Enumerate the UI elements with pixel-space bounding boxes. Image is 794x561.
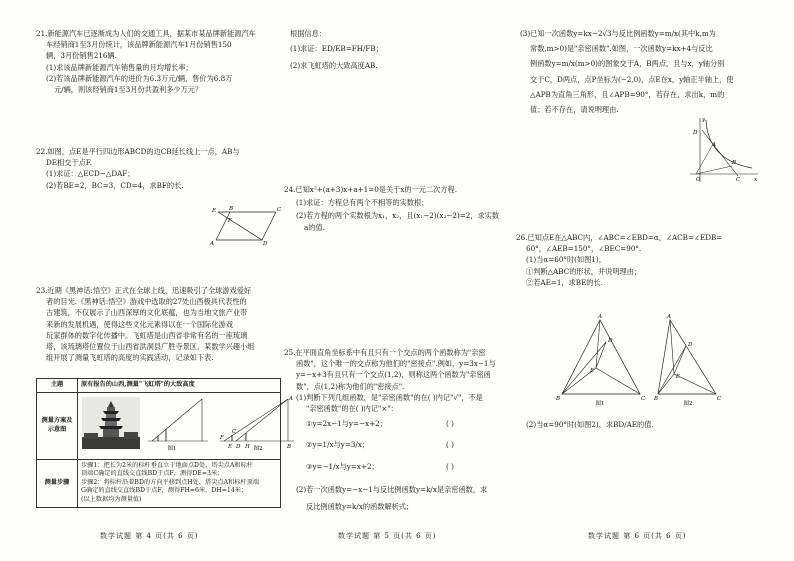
question-line: (1)判断下列几组函数，是"亲密函数"的在( )内记"√"，不是 [296, 392, 483, 402]
question-line: △APB为直角三角形，且∠APB=90°，若存在，求出k，m的 [530, 89, 725, 99]
question-line: (2)求飞虹塔的大致高度AB. [290, 61, 378, 71]
question-line: 26.已知点E在△ABC内，∠ABC=∠EBD=α，∠ACB=∠EDB= [516, 233, 723, 242]
question-26 [516, 232, 722, 288]
point-label: E [228, 443, 233, 450]
point-label: O [696, 177, 701, 183]
question-line: 例函数y=m/x(m>0)的图象交于A，B两点，且与x，y轴分别 [530, 59, 725, 69]
question-item [284, 439, 496, 450]
point-label: C [736, 177, 741, 183]
question-line: 函数"，这个唯一的交点称为他们的"密接点".例如，y=3x−1与 [296, 359, 496, 369]
question-line: 23.近期《黑神话:悟空》正式在全球上线，迅速吸引了全球游戏爱好 [36, 286, 252, 295]
question-line: (1)当α=60°时(如图1)， [526, 255, 606, 265]
point-label: B [229, 206, 234, 212]
point-label: E [590, 368, 595, 374]
question-line: 辆，3月份销售216辆. [46, 51, 117, 61]
question-23-continued [290, 28, 383, 72]
question-line: 24.已知x²+(a+3)x+a+1=0是关于x的一元二次方程. [284, 185, 458, 194]
point-label: E [212, 208, 217, 214]
point-label: D [693, 130, 698, 136]
question-line: (1)求证：△ECD∽△DAF； [46, 169, 135, 179]
figure-2-triangle [654, 314, 724, 406]
point-label: D [236, 443, 241, 450]
figure-caption: 图1 [595, 401, 605, 407]
point-label: D [608, 338, 613, 344]
question-21 [36, 28, 256, 95]
step-line: 步骤1：把长为2米的标杆垂直立于地面点D处，塔尖点A和标杆 [81, 461, 253, 469]
steps-cell [78, 459, 281, 507]
question-line: y=−x+3有且只有一个交点(1,2)，则称这两个函数为"亲密函 [296, 370, 491, 380]
point-label: D [688, 342, 693, 348]
item-text: ②y=1/x与y=3/x； [306, 440, 370, 450]
answer-parens[interactable]: ( ) [446, 440, 454, 450]
question-line: 反比例函数y=k/x的函数解析式； [306, 502, 414, 512]
point-label: B [654, 396, 659, 402]
question-line: 60°，∠AEB=150°，∠BEC=90°. [526, 244, 642, 254]
diagram-cell [78, 392, 293, 459]
measurement-table [36, 378, 293, 508]
point-label: A [667, 314, 671, 320]
question-line: 根据信息： [290, 29, 326, 38]
answer-parens[interactable]: ( ) [446, 461, 454, 471]
point-label: B [732, 160, 737, 166]
steps-label: 测量步骤 [37, 459, 78, 507]
question-line: 25.在平面直角坐标系中有且只有一个交点的两个函数称为"亲密 [284, 348, 486, 357]
page-footer-6: 数学试题 第 6 页(共 6 页) [588, 532, 687, 540]
figure-caption: 图2 [253, 445, 263, 452]
parallelogram-figure [204, 202, 284, 247]
question-23 [36, 285, 254, 363]
topic-value: 原有报告的山西,测量"飞虹塔"的大致高度 [78, 379, 281, 393]
question-line: (2)若方程的两个实数根为x₁，x₂，且(x₁−2)(x₂−2)=2，求实数 [296, 211, 500, 221]
question-line: 塔，该琉璃塔位置位于山西省洪洞县广胜寺景区，某数学兴趣小组 [46, 342, 255, 352]
point-label: E [676, 374, 681, 380]
point-label: F [228, 218, 232, 224]
item-text: ③y=−1/x与y=x+2； [306, 461, 379, 471]
hyperbola-graph [688, 116, 760, 186]
step-line: (以上数据均为测量值) [81, 495, 142, 503]
question-line: 数"，点(1,2)称为他们的"密接点". [296, 381, 405, 391]
figure-1-triangle [556, 314, 646, 406]
question-line: 21.新能源汽车已逐渐成为人们的交通工具，据某市某品牌新能源汽车 [36, 29, 256, 38]
question-line: 来新的发展机遇，使得这些文化元素得以在一个国际化游戏 [46, 319, 233, 329]
question-line: DE相交于点F. [46, 158, 92, 168]
point-label: A [289, 395, 293, 402]
question-line: 古建筑，不仅展示了山西深厚的文化底蕴，也为当地文旅产业带 [46, 308, 248, 318]
question-line: a的值. [304, 222, 325, 232]
topic-label: 主题 [37, 379, 78, 393]
point-label: A [210, 241, 214, 247]
question-item [284, 461, 496, 472]
question-25-part-3 [520, 28, 733, 115]
question-line: ①判断△ABC的形状，并说明理由； [526, 266, 642, 276]
axis-label: y [702, 117, 706, 123]
figure-caption: 图2 [683, 401, 693, 407]
question-line: 常数,m>0)是"亲密函数".如图，一次函数y=kx+4与反比 [530, 44, 713, 54]
question-26-part-2 [526, 419, 654, 430]
step-line: 顶端C确定的直线交直线BD于点F，测得DE=3米； [81, 470, 224, 478]
item-text: ①y=2x−1与y=−x+2； [306, 419, 387, 429]
question-line: (1)求该品牌新能源汽车销售量的月均增长率； [46, 62, 193, 72]
point-label: C [717, 396, 722, 402]
question-line: (1)求证：方程总有两个不相等的实数根； [296, 198, 429, 208]
question-line: 22.如图，点E是平行四边形ABCD的边CB延长线上一点，AB与 [36, 147, 240, 156]
question-line: (3)已知一次函数y=kx−2√3与反比例函数y=m/x(其中k,m为 [520, 29, 716, 38]
point-label: A [598, 314, 602, 320]
figure-1-diagram [144, 395, 212, 451]
answer-parens[interactable]: ( ) [446, 419, 454, 429]
question-24 [284, 184, 499, 233]
question-item [284, 418, 496, 429]
question-line: 组开展了测量飞虹塔的高度的实践活动，记录如下表. [46, 353, 214, 363]
question-line: (1)求证：ED/EB=FH/FB； [290, 44, 383, 54]
point-label: H [245, 443, 250, 450]
page-footer-5: 数学试题 第 5 页(共 6 页) [338, 532, 437, 540]
question-line: (2)若BE=2，BC=3，CD=4，求BF的长. [46, 180, 184, 190]
question-line: (2)若一次函数y=−x−1与反比例函数y=k/x是亲密函数，求 [296, 484, 488, 494]
question-line: ②若AE=1，求BE的长. [526, 277, 603, 287]
point-label: C [277, 207, 282, 213]
question-line: 交于C，D两点，点P坐标为(−2,0)，点E在x，y轴正半轴上，使 [530, 74, 734, 84]
question-line: 元/辆，则该经销商1至3月份共盈利多少万元？ [54, 85, 203, 95]
point-label: A [712, 142, 716, 148]
axis-label: x [754, 177, 758, 183]
point-label: B [556, 396, 561, 402]
pagoda-photo [82, 397, 140, 449]
question-line: "亲密函数"的在( )内记"×"： [306, 404, 398, 414]
question-line: 玩家群体的数字化传播中。飞虹塔是山西省非常有名的一座琉璃 [46, 330, 248, 340]
step-line: G确定的直线交直线BD于点F，测得FH=6米，DH=14米； [81, 487, 248, 495]
question-line: 值；若不存在，请说明理由. [530, 105, 619, 115]
diagram-label: 测量方案及示意图 [37, 392, 78, 459]
question-25 [284, 347, 496, 512]
point-label: D [263, 241, 268, 247]
page-footer-4: 数学试题 第 4 页(共 6 页) [100, 532, 199, 540]
step-line: 步骤2：将标杆沿着BD的方向平移到点H处，塔尖点A和标杆顶端 [81, 478, 259, 486]
question-line: (2)当α=90°时(如图2)，求BD/AE的值. [526, 420, 654, 429]
point-label: F [220, 434, 224, 441]
point-label: C [641, 396, 646, 402]
figure-caption: 图1 [167, 445, 177, 452]
question-line: 者的目光.《黑神话:悟空》游戏中选取的27处山西极具代表性的 [46, 297, 247, 307]
question-22 [36, 146, 240, 191]
question-line: (2)若该品牌新能源汽车的进价为6.3万元/辆，售价为6.8万 [46, 73, 233, 83]
point-label: B [287, 443, 292, 450]
point-label: C [232, 428, 237, 435]
question-line: 车经销商1至3月份统计，该品牌新能源汽车1月份销售150 [46, 40, 232, 50]
